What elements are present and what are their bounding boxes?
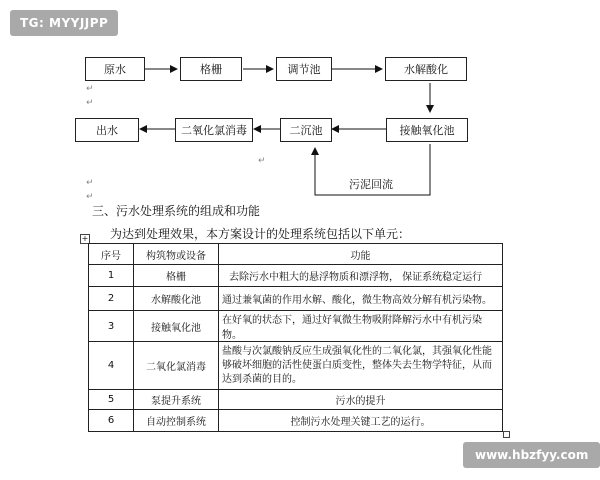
row-number: 3: [89, 311, 134, 342]
table-header-row: [89, 244, 503, 265]
paragraph-mark-icon: ↵: [86, 84, 94, 94]
table-row: [89, 311, 503, 342]
row-number: 6: [89, 410, 134, 432]
section-title: 三、污水处理系统的组成和功能: [92, 204, 261, 218]
table-resize-handle-icon[interactable]: [503, 431, 510, 438]
source-badge: TG: MYYJJPP: [10, 10, 118, 36]
header-number: 序号: [89, 244, 134, 265]
paragraph-mark-icon: ↵: [258, 156, 266, 166]
units-table: [88, 243, 503, 432]
node-raw-water: 原水: [85, 57, 145, 81]
node-secondary-clarifier: 二沉池: [280, 118, 332, 142]
row-structure: 水解酸化池: [134, 287, 219, 311]
row-structure: 泵提升系统: [134, 390, 219, 410]
table-row: [89, 342, 503, 390]
row-function: 污水的提升: [219, 390, 503, 410]
section-intro: 为达到处理效果，本方案设计的处理系统包括以下单元：: [110, 227, 411, 241]
row-function: 通过兼氧菌的作用水解、酸化，微生物高效分解有机污染物。: [219, 287, 503, 311]
row-number: 4: [89, 342, 134, 390]
row-function: 盐酸与次氯酸钠反应生成强氧化性的二氧化氯，其强氧化性能够破坏细胞的活性使蛋白质变性，整体失去生物学特征，从而达到杀菌的目的。: [219, 342, 503, 390]
row-structure: 格栅: [134, 265, 219, 287]
header-structure: 构筑物或设备: [134, 244, 219, 265]
paragraph-mark-icon: ↵: [86, 178, 94, 188]
row-structure: 接触氧化池: [134, 311, 219, 342]
paragraph-mark-icon: ↵: [86, 192, 94, 202]
row-function: 去除污水中粗大的悬浮物质和漂浮物， 保证系统稳定运行: [219, 265, 503, 287]
node-regulating-tank: 调节池: [276, 57, 332, 81]
node-effluent: 出水: [75, 118, 139, 142]
node-hydrolysis-acidification: 水解酸化: [385, 57, 467, 81]
sludge-return-label: 污泥回流: [340, 174, 402, 194]
table-move-handle-icon[interactable]: +: [81, 234, 89, 243]
table-row: [89, 287, 503, 311]
row-structure: 自动控制系统: [134, 410, 219, 432]
row-number: 1: [89, 265, 134, 287]
node-chlorine-dioxide-disinfection: 二氧化氯消毒: [175, 118, 253, 142]
row-number: 2: [89, 287, 134, 311]
paragraph-mark-icon: ↵: [86, 98, 94, 108]
node-contact-oxidation: 接触氧化池: [386, 118, 468, 142]
table-row: [89, 265, 503, 287]
header-function: 功能: [219, 244, 503, 265]
row-function: 控制污水处理关键工艺的运行。: [219, 410, 503, 432]
node-screen: 格栅: [180, 57, 242, 81]
table-row: [89, 410, 503, 432]
row-function: 在好氧的状态下，通过好氧微生物吸附降解污水中有机污染物。: [219, 311, 503, 342]
row-number: 5: [89, 390, 134, 410]
site-watermark: www.hbzfyy.com: [463, 442, 600, 468]
row-structure: 二氧化氯消毒: [134, 342, 219, 390]
table-row: [89, 390, 503, 410]
